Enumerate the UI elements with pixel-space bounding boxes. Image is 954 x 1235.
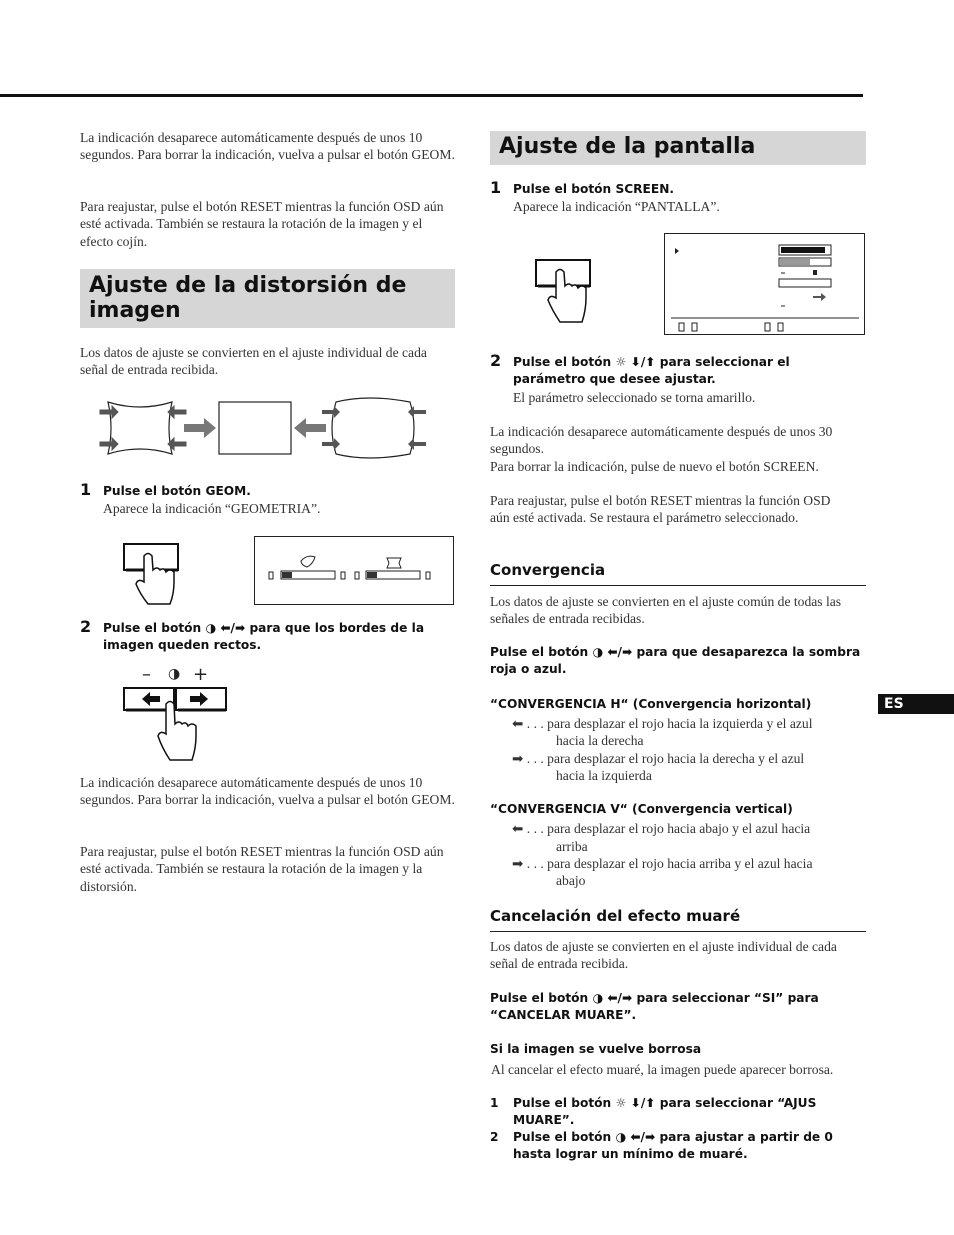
- convv-line1b: arriba: [556, 839, 588, 854]
- left-outro-p2: Para reajustar, pulse el botón RESET mientras la función OSD aún esté activada. También se restaura la rotación de la imagen y la distorsión.: [80, 844, 444, 894]
- right-step2-num: 2: [490, 351, 502, 370]
- left-intro-p1: La indicación desaparece automáticamente después de unos 10 segundos. Para borrar la indicación, vuelva a pulsar el botón GEOM.: [80, 130, 455, 163]
- screen-button-press: [534, 258, 594, 328]
- blur-p: Al cancelar el efecto muaré, la imagen puede aparecer borrosa.: [491, 1062, 834, 1077]
- blur-step1: Pulse el botón ☼ ⬇/⬆ para seleccionar “AJUS MUARE”.: [513, 1096, 817, 1127]
- convv-line1: ⬅ . . . para desplazar el rojo hacia abajo y el azul hacia: [512, 821, 811, 836]
- screen-osd: [664, 233, 865, 335]
- top-rule: [0, 94, 863, 97]
- left-outro-p1: La indicación desaparece automáticamente después de unos 10 segundos. Para borrar la indicación, vuelva a pulsar el botón GEOM.: [80, 775, 455, 808]
- geom-osd-graphic: [255, 537, 455, 606]
- conv-bold: Pulse el botón ◑ ⬅/➡ para que desaparezca la sombra roja o azul.: [490, 645, 861, 676]
- arrow-right-icon: [813, 293, 826, 301]
- muare-p: Los datos de ajuste se convierten en el ajuste individual de cada señal de entrada recibida.: [490, 939, 837, 972]
- trapezoid-icon: [387, 558, 401, 568]
- muare-bold: Pulse el botón ◑ ⬅/➡ para seleccionar “SI” para “CANCELAR MUARE”.: [490, 991, 819, 1022]
- btn-minus-label: –: [142, 664, 151, 685]
- section-band-distortion: [80, 269, 455, 328]
- section-title-distortion: Ajuste de la distorsión de imagen: [89, 273, 407, 323]
- left-section-p: Los datos de ajuste se convierten en el ajuste individual de cada señal de entrada recibida.: [80, 345, 427, 378]
- arrow-left-icon: [294, 418, 326, 438]
- convv-line2: ➡ . . . para desplazar el rojo hacia arriba y el azul hacia: [512, 856, 813, 871]
- convh-line2: ➡ . . . para desplazar el rojo hacia la derecha y el azul: [512, 751, 805, 766]
- arrow-right-icon: [184, 418, 216, 438]
- right-step1-num: 1: [490, 178, 502, 197]
- left-step1-text: Aparece la indicación “GEOMETRIA”.: [103, 501, 321, 516]
- language-tab: ES: [878, 694, 954, 714]
- geom-osd: [254, 536, 454, 605]
- geom-button-press: [122, 542, 182, 608]
- arrow-buttons-press: [122, 686, 228, 766]
- conv-p: Los datos de ajuste se convierten en el ajuste común de todas las señales de entrada recibidas.: [490, 594, 842, 627]
- convh-line2b: hacia la izquierda: [556, 768, 652, 783]
- convv-line2b: abajo: [556, 873, 586, 888]
- contrast-icon: ◑: [168, 666, 181, 682]
- right-step1-bold: Pulse el botón SCREEN.: [513, 182, 675, 196]
- pincushion-screen: [332, 398, 414, 458]
- right-p3: Para reajustar, pulse el botón RESET mientras la función OSD aún esté activada. Se restaura el parámetro seleccionado.: [490, 493, 831, 526]
- blur-step2: Pulse el botón ◑ ⬅/➡ para ajustar a partir de 0 hasta lograr un mínimo de muaré.: [513, 1130, 833, 1161]
- btn-plus-label: +: [193, 664, 209, 685]
- convv-title: “CONVERGENCIA V“ (Convergencia vertical): [490, 802, 793, 816]
- convh-line1: ⬅ . . . para desplazar el rojo hacia la izquierda y el azul: [512, 716, 813, 731]
- barrel-screen: [108, 402, 172, 454]
- pointer-icon: [675, 248, 679, 254]
- blur-step1-num: 1: [490, 1096, 499, 1110]
- right-step1-text: Aparece la indicación “PANTALLA”.: [513, 199, 720, 214]
- left-step2-bold: Pulse el botón ◑ ⬅/➡ para que los bordes de la imagen queden rectos.: [103, 621, 425, 652]
- blur-title: Si la imagen se vuelve borrosa: [490, 1042, 702, 1056]
- left-step1-num: 1: [80, 480, 92, 499]
- left-intro-p2: Para reajustar, pulse el botón RESET mientras la función OSD aún esté activada. También se restaura la rotación de la imagen y el efecto cojín.: [80, 199, 444, 249]
- convh-line1b: hacia la derecha: [556, 733, 644, 748]
- right-p1: La indicación desaparece automáticamente después de unos 30 segundos.: [490, 424, 833, 457]
- left-step1-bold: Pulse el botón GEOM.: [103, 484, 251, 498]
- distortion-diagram: [100, 396, 430, 460]
- convh-title: “CONVERGENCIA H“ (Convergencia horizontal): [490, 697, 812, 711]
- left-step2-num: 2: [80, 617, 92, 636]
- screen-osd-graphic: [665, 234, 866, 336]
- muare-rule: [490, 931, 866, 932]
- section-band-screen: [490, 131, 866, 165]
- section-title-screen: Ajuste de la pantalla: [499, 134, 756, 159]
- right-p2: Para borrar la indicación, pulse de nuevo el botón SCREEN.: [490, 459, 819, 474]
- muare-title: Cancelación del efecto muaré: [490, 907, 741, 925]
- blur-step2-num: 2: [490, 1130, 499, 1144]
- right-step2-text: El parámetro seleccionado se torna amarillo.: [513, 390, 756, 405]
- pincushion-icon: [301, 556, 315, 567]
- normal-screen: [219, 402, 291, 454]
- right-step2-bold: Pulse el botón ☼ ⬇/⬆ para seleccionar el parámetro que desee ajustar.: [513, 355, 790, 386]
- conv-title: Convergencia: [490, 561, 606, 579]
- conv-rule: [490, 585, 866, 586]
